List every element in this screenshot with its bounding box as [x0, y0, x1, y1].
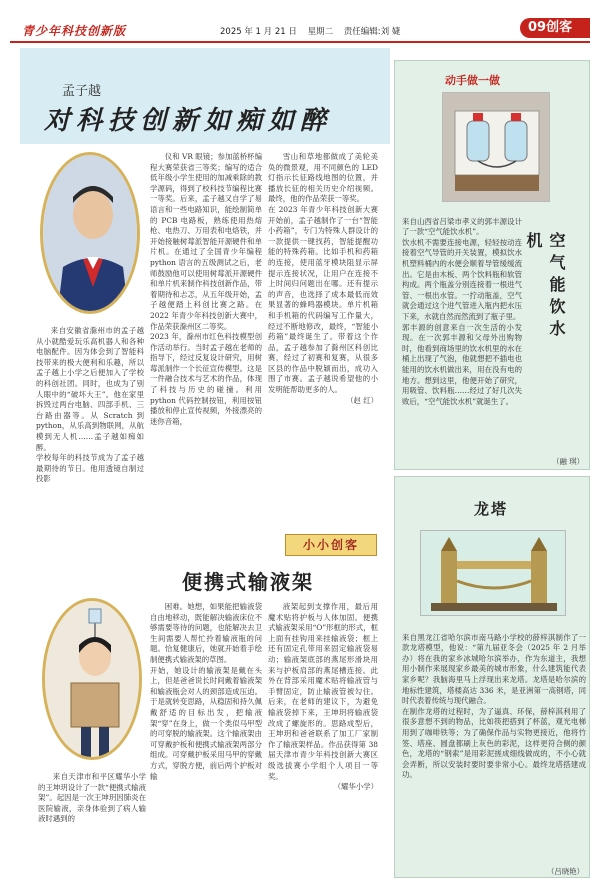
- masthead: [0, 0, 600, 44]
- dispenser-title: 空气能饮水机: [524, 232, 566, 342]
- girl-portrait-icon: [45, 601, 142, 760]
- issue-date: 2025 年 1 月 21 日: [220, 27, 297, 37]
- issue-editor: 责任编辑:刘 婕: [343, 27, 401, 37]
- article2-caption-text: 来自天津市和平区耀华小学的王坤玥设计了一款“便携式输液架”。起因是一次王坤玥因肺炎在医院输液，亲身体验到了病人输液时遇到的: [38, 772, 146, 824]
- issue-weekday: 星期二: [307, 27, 334, 37]
- article1-col2-text: 仪和 VR 眼镜；参加蓝桥杯编程大赛荣获省三等奖；编写的适合低年级小学生使用的加减乘除的教学源码，得到了校科技节编程比赛一等奖。后来，孟子越又自学了易语言和一些电路知识，能绘制简单的 PCB 电路板，熟练使用热熔枪、电热刀、万用表和电烙铁，并开始接触树莓派智能开源硬件和单片机。在通过了全国青少年编程 python 语言的五级测试之后，老师鼓励他可以使用树莓派开源硬件和单片机来制作科技创新作品，带着期待和忐忑，从五年级开始，孟子越便踏上科创比赛之路。在 2022 年青少年科技创新大赛中，作品荣获滁州区二等奖。 2023 年，滁州市红色科技模型创作活动举行。当时孟子越在老师的指导下，经过反复设计研究，用树莓派制作一个长征宣传模型。这是一件融合技术与艺术的作品，体现了科技与历史的碰撞。利用 python 代码控制按钮，利用按钮播放和停止宣传视频，外接漂亮的迷你音箱，: [150, 152, 262, 426]
- newspaper-logo: 青少年科技创新版: [22, 24, 127, 38]
- article2-portrait: [42, 598, 142, 760]
- article2-col2: [150, 602, 262, 878]
- article1-col3-text: 雪山和草地都做成了美轮美奂的微景观，用不同颜色的 LED 灯指示长征路线地图的位置，并播放长征的相关历史介绍视频。最终，他的作品荣获一等奖。 在 2023 年青少年科技创新大赛开始前，孟子越制作了一台“智能小药箱”，专门为特殊人群设计的一款提供一键找药，智能提醒功能的特殊药箱。比如手机和药箱的连接，使用蓝牙模块阻显示屏提示连接状况，让用户在连接不上时间归问题出在哪。还有提示的声音，也选择了成本最低而效果显著的蜂鸣器模块。单片机箱和手机箱的代码编写工作量大，经过不断地修改，最终，“智能小药箱”最终诞生了。带着这个作品，孟子越参加了滁州区科创比赛，经过了初赛和复赛，从很多区县的作品中脱颖而出，成功入围了市赛。孟子越说希望他的小发明能帮助更多的人。: [268, 152, 378, 395]
- article1-col1: [36, 326, 144, 536]
- article1-headline: 对科技创新如痴如醉: [44, 106, 333, 136]
- article2-headline: 便携式输液架: [182, 570, 314, 594]
- article1-col2: [150, 152, 262, 562]
- dispenser-text-body: 来自山西省吕梁市孝义的郭丰源设计了一款“空气能饮水机”。 饮水机不需要连接电源，轻轻按动连接着空气导管的开关装置，模拟饮水机塑料桶内的水便会顺着导管缓缓流出。它是由木板、两个饮料瓶和软管构成。两个瓶盖分别连接着一根进气管、一根出水管。一拧动瓶盖，空气就会通过这个进气管进入瓶内把水压下来，水就自然而然流到了瓶子里。 郭丰源的创意来自一次生活的小发现。在一次郭丰源和父母外出购物时，他看到商场里的饮水机里的水在桶上出现了气泡，他就想把不插电也能用的饮水机做出来，用在没有电的地方。想到这里，他便开始了研究，用吸管、饮料瓶……经过了好几次失败后，“空气能饮水机”就诞生了。: [402, 216, 522, 406]
- masthead-rule: [10, 41, 590, 43]
- sidebar-tag: 动手做一做: [445, 74, 500, 87]
- article2-col3-text: 液架起到支撑作用，最后用魔术贴将护板与人体加固。便携式输液架采用“O”形框的形式，框上面有挂钩用来挂输液袋；框上还有固定孔带用来固定输液袋易动；输液架底部的燕尾形滑块用来与护板肩部的燕尾槽连接。此外在背部采用魔术贴将输液管与手臂固定，防止输液管被勾住。后来，在老师的建议下，为避免输液袋掉下来，王坤玥将输液袋改成了螺旋形的。思路成型后，王坤玥和爸爸联系了加工厂家制作了输液架样品。作品获得第 38 届天津市青少年科技创新大赛区级选拔赛小学组个人项目一等奖。: [268, 602, 378, 781]
- article1-col1-text: 来自安徽省滁州市的孟子越从小就酷爱玩乐高机器人和各种电脑配件。因为体会到了智能科技带来的极大便利和乐趣，所以孟子越上小学之后便加入了学校的科创社团。同时，也成为了别人眼中的“破坏大王”。他在家里拆毁过两台电脑、四部手机、三台路由器等。从 Scratch 到 python，从乐高到物联网，从航模到无人机……孟子越如痴如醉。 学校每年的科技节成为了孟子越最期待的节日。他用透镜自制过投影: [36, 326, 144, 484]
- section-stamp: 小小创客: [285, 534, 377, 556]
- article1-kicker: 孟子越: [62, 84, 102, 99]
- boy-portrait-icon: [43, 155, 140, 314]
- article2-col3: [268, 602, 378, 878]
- tower-title: 龙塔: [474, 500, 509, 518]
- article2-caption: [38, 772, 146, 872]
- article1-col3: [268, 152, 378, 524]
- article2-byline: （耀华小学）: [333, 782, 378, 792]
- tower-photo: [420, 530, 566, 616]
- article1-byline: （赵 红）: [346, 395, 378, 405]
- page-badge: 09创客: [520, 18, 590, 38]
- tower-text: [402, 622, 586, 862]
- water-dispenser-icon: [443, 93, 550, 202]
- tower-model-icon: [421, 531, 566, 616]
- tower-byline: （吕晓艳）: [547, 867, 584, 876]
- issue-info: [220, 25, 408, 37]
- water-dispenser-photo: [442, 92, 550, 202]
- dispenser-text: [402, 206, 522, 462]
- tower-text-body: 来自黑龙江省哈尔滨市南马路小学校的薛梓淇制作了一款龙塔模型，他说：“第九届亚冬会（2025 年 2 月举办）将在我的家乡冰城哈尔滨举办，作为东道主，我想用小制作来展现家乡最美的城市形象，什么建筑能代表家乡呢？我脑海里马上浮现出来龙塔。龙塔是哈尔滨的地标性建筑，塔楼高达 336 米，是亚洲第一高钢塔，同时代表着传统与现代融合。 在制作龙塔的过程时，为了逼真、环保，薛梓淇利用了很多意想不到的物品，比如筷把搭到了杯蓝，观光电梯用到了咖啡铁等；为了确保作品与实物更接近，他将竹签、塔座、圆盘都刷上灰色的彩泥，这样更符合侧的颜色，龙塔的“钢索”是用彩泥搓成细线做成的，不小心就会弄断，所以安装时要时要非常小心。最终龙塔搭建成功。: [402, 632, 586, 780]
- dispenser-byline: （融 琪）: [552, 457, 584, 466]
- article1-portrait: [40, 152, 140, 314]
- article2-col2-text: 困难。她想，如果能把输液袋自由地移动，既能解决输液床位不够需要等待的问题，也能解决去卫生间需要人帮忙拎着输液瓶的问题。恰复健康后，她就开始着手绘制便携式输液架的草图。 开始，她设计的输液架是戴在头上，但是爸爸说长时间戴着输液架和输液瓶会对人的颈部造成压迫。于是就转变思路，从稳固和持久佩戴舒适的目标出发，把输液架“穿”在身上，做一个类似马甲型的可穿脱的输液架。这个输液架由可穿戴护板和便携式输液架两部分组成。可穿戴护板采用马甲的穿戴方式，穿脱方便，前后两个护板对输: [150, 602, 262, 781]
